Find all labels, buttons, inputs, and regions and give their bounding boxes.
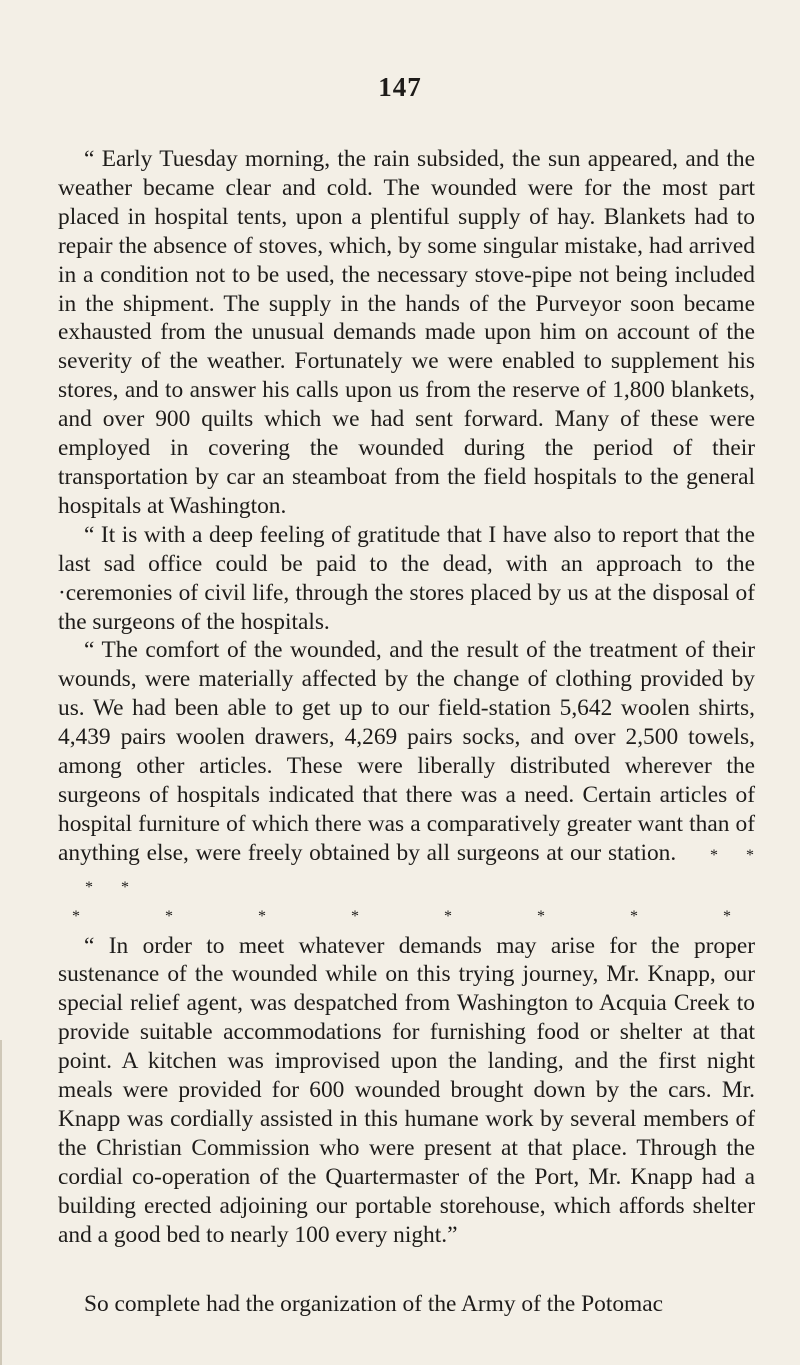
paragraph-so-complete: So complete had the organization of the Army of the Potomac (84, 1290, 663, 1317)
paragraph-comfort-of-wounded (58, 636, 755, 902)
asterisk: * (537, 907, 545, 925)
paragraph-gratitude: “ It is with a deep feeling of gratitude that I have also to report that the last sad office could be paid to the dead, with an approach to the ·ceremonies of civil life, through the stores placed by us at the disposal of the surgeons of the hospitals. (58, 521, 755, 635)
asterisk: * (258, 907, 266, 925)
paragraph-comfort-text: “ The comfort of the wounded, and the result of the treatment of their wounds, were materially affected by the change of clothing provided by us. We had been able to get up to our field-station 5,642 woolen shirts, 4,439 pairs woolen drawers, 4,269 pairs socks, and over 2,500 towels, among other articles. These were liberally distributed wherever the surgeons of hospitals indicated that there was a need. Certain articles of hospital furniture of which there was a comparatively greater want than of anything else, were freely obtained by all surgeons at our station. (58, 637, 755, 866)
asterisk: * (72, 907, 80, 925)
asterisk: * (630, 907, 638, 925)
asterisk: * (444, 907, 452, 925)
page-number: 147 (378, 72, 422, 102)
asterisk: * (746, 846, 754, 864)
asterisk: * (121, 878, 129, 896)
asterisk: * (85, 878, 93, 896)
page-edge-shadow (0, 1040, 2, 1365)
paragraph-tuesday-morning: “ Early Tuesday morning, the rain subsided, the sun appeared, and the weather became clear and cold. The wounded were for the most part placed in hospital tents, upon a plentiful supply of hay. Blankets had to repair the absence of stoves, which, by some singular mistake, had arrived in a condition not to be used, the necessary stove-pipe not being included in the shipment. The supply in the hands of the Purveyor soon became exhausted from the unusual demands made upon him on account of the severity of the weather. Fortunately we were enabled to supplement his stores, and to answer his calls upon us from the reserve of 1,800 blankets, and over 900 quilts which we had sent forward. Many of these were employed in covering the wounded during the period of their transportation by car an steamboat from the field hospitals to the general hospitals at Washington. (58, 146, 755, 519)
asterisk: * (710, 846, 718, 864)
asterisk: * (723, 907, 731, 925)
asterisk: * (165, 907, 173, 925)
asterism-row (58, 903, 755, 932)
asterisk: * (351, 907, 359, 925)
paragraph-meet-demands: “ In order to meet whatever demands may arise for the proper sustenance of the wounded while on this trying journey, Mr. Knapp, our special relief agent, was despatched from Washington to Acquia Creek to provide suitable accommodations for furnishing food or shelter at that point. A kitchen was improvised upon the landing, and the first night meals were provided for 600 wounded brought down by the cars. Mr. Knapp was cordially assisted in this humane work by several members of the Christian Commission who were present at that place. Through the cordial co-operation of the Quartermaster of the Port, Mr. Knapp had a building erected adjoining our portable storehouse, which affords shelter and a good bed to nearly 100 every night.” (58, 932, 755, 1248)
body-text (58, 145, 755, 1318)
